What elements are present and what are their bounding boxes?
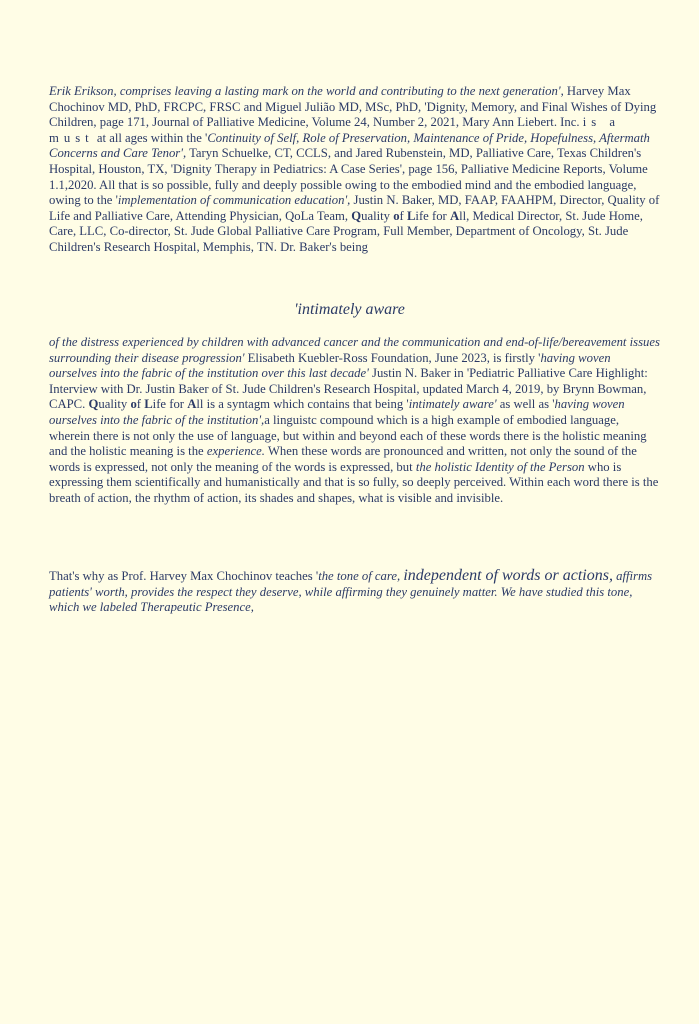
p2-text-run: A: [187, 397, 197, 412]
p1-text-run: A: [449, 208, 460, 223]
p1-text-run: ll, Medical Director, St. Jude Home, Care, LLC, Co-director, St. Jude Global Palliative Care Program, Full Member, Department of Oncology, St. Jude Children's Research Hospital, Memphis, TN. Dr. Baker's being: [49, 208, 643, 254]
paragraph-2: [49, 335, 661, 507]
p1-text-run: Erik Erikson, comprises leaving a lasting mark on the world and contributing to the next generation',: [49, 84, 564, 98]
p2-text-run: as well as ': [496, 397, 555, 412]
p2-text-run: When these words are pronounced and written, not only the sound of the words is expressed, not only the meaning of the words is expressed, but: [49, 444, 637, 474]
p1-text-run: f: [399, 208, 407, 223]
p2-text-run: f: [136, 397, 145, 412]
p1-text-run: Taryn Schuelke, CT, CCLS, and Jared Rubenstein, MD, Palliative Care, Texas Children's Hospital, Houston, TX, 'Dignity Therapy in Pediatrics: A Case Series', page 156, Palliative Medicine Reports, Volume 1.1,2020. All that is so possible, fully and deeply possible owing to the embodied mind and the embodied language, owing to the ': [49, 146, 648, 208]
p1-text-run: o: [393, 208, 400, 223]
p2-text-run: having woven ourselves into the fabric of the institution over this last decade': [49, 350, 611, 381]
p1-text-run: L: [406, 208, 416, 223]
p3-text-run: independent of words or actions,: [403, 567, 613, 584]
p1-text-run: Q: [351, 208, 362, 223]
p3-text-run: That's why as Prof. Harvey Max Chochinov teaches ': [49, 569, 319, 583]
p1-text-run: Continuity of Self, Role of Preservation, Maintenance of Pride, Hopefulness, Aftermath Concerns and Care Tenor',: [49, 130, 650, 161]
paragraph-1: [49, 84, 661, 256]
p2-text-run: a linguistc compound which is a high example of embodied language, wherein there is not only the use of language, but within and beyond each of these words there is the holistic meaning and the holistic meaning is the: [49, 412, 647, 459]
p2-text-run: o: [130, 397, 137, 412]
p2-text-run: ife for: [152, 397, 188, 412]
p3-text-run: affirms patients' worth, provides the respect they deserve, while affirming they genuinely matter. We have studied this tone, which we labeled Therapeutic Presence,: [49, 569, 653, 615]
p1-text-run: implementation of communication education',: [117, 193, 351, 208]
p1-text-run: ife for: [415, 208, 450, 223]
p2-text-run: experience.: [206, 444, 265, 459]
pull-quote-heading: 'intimately aware: [294, 301, 405, 318]
p1-text-run: Harvey Max Chochinov MD, PhD, FRCPC, FRSC and Miguel Julião MD, MSc, PhD, 'Dignity, Memory, and Final Wishes of Dying Children, page 171, Journal of Palliative Medicine, Volume 24, Number 2, 2021, Mary Ann Liebert. Inc.: [49, 84, 657, 130]
p1-text-run: at all ages within the ': [93, 130, 208, 145]
paragraph-3: [49, 568, 661, 616]
p2-text-run: who is expressing them scientifically and humanistically and that is so fully, so deeply perceived. Within each word there is the breath of action, the rhythm of action, its shades and shapes, what is visible and invisible.: [49, 459, 659, 505]
p2-text-run: having woven ourselves into the fabric of the institution',: [49, 397, 625, 427]
p3-text-run: the tone of care,: [318, 569, 404, 583]
p2-text-run: uality: [98, 397, 131, 412]
p2-text-run: L: [144, 397, 153, 412]
p2-text-run: the holistic Identity of the Person: [415, 459, 585, 474]
p1-text-run: Justin N. Baker, MD, FAAP, FAAHPM, Director, Quality of Life and Palliative Care, Attending Physician, QoLa Team,: [49, 193, 660, 223]
p2-text-run: ll is a syntagm which contains that being ': [196, 397, 409, 412]
p2-text-run: intimately aware': [408, 397, 497, 412]
p1-text-run: uality: [361, 208, 394, 223]
p2-text-run: of the distress experienced by children with advanced cancer and the communication and end-of-life/bereavement issues surrounding their disease progression': [49, 335, 660, 365]
p2-text-run: Elisabeth Kuebler-Ross Foundation, June 2023, is firstly ': [244, 350, 541, 365]
p2-text-run: Q: [88, 397, 99, 412]
p1-text-run: is a must: [49, 115, 620, 145]
p2-text-run: Justin N. Baker in 'Pediatric Palliative Care Highlight: Interview with Dr. Justin Baker of St. Jude Children's Research Hospital, updated March 4, 2019, by Brynn Bowman, CAPC.: [49, 366, 648, 412]
